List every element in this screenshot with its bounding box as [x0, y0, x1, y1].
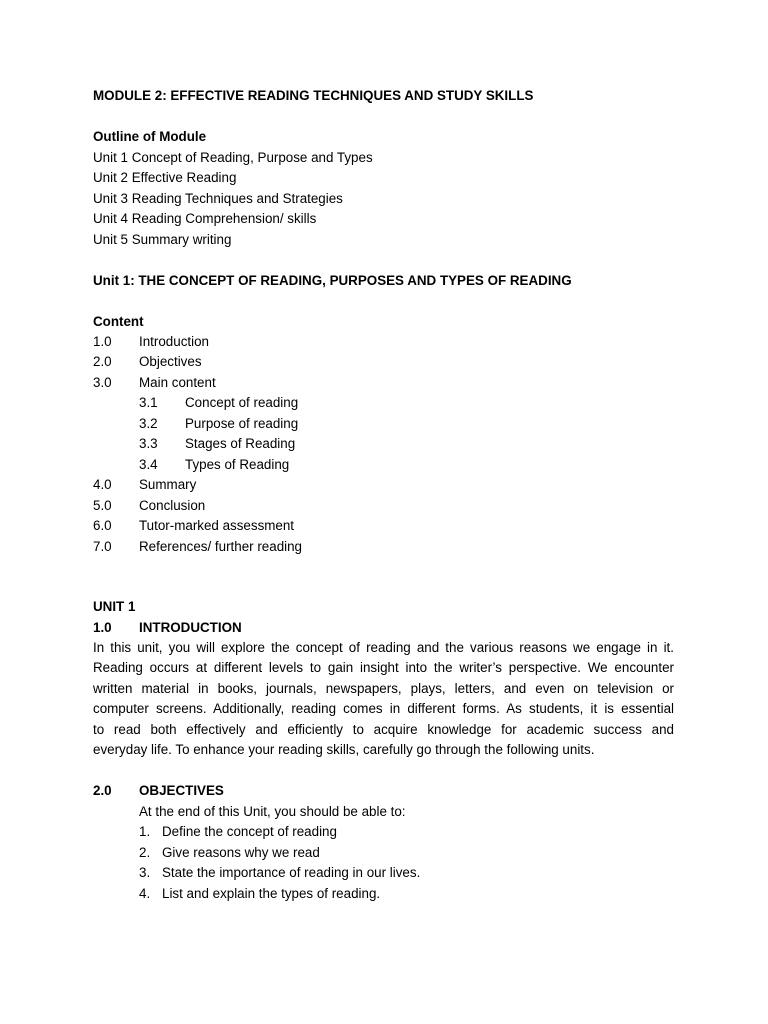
- section-title: INTRODUCTION: [139, 620, 242, 635]
- paragraph-line: Reading occurs at different levels to gain insight into the writer’s perspective. We encounter: [93, 660, 674, 676]
- objective-number: 4.: [139, 886, 151, 901]
- content-item-number: 2.0: [93, 354, 112, 369]
- section-title: OBJECTIVES: [139, 783, 224, 798]
- content-item-label: Summary: [139, 477, 197, 492]
- outline-heading: Outline of Module: [93, 129, 207, 144]
- content-heading: Content: [93, 314, 144, 329]
- section-number: 1.0: [93, 620, 112, 635]
- module-title: MODULE 2: EFFECTIVE READING TECHNIQUES AND STUDY SKILLS: [93, 88, 534, 103]
- content-item-number: 1.0: [93, 334, 112, 349]
- objective-text: List and explain the types of reading.: [162, 886, 381, 901]
- content-item-number: 3.4: [139, 457, 158, 472]
- section-number: 2.0: [93, 783, 112, 798]
- objective-number: 2.: [139, 845, 151, 860]
- objective-text: Give reasons why we read: [162, 845, 320, 860]
- outline-item: Unit 4 Reading Comprehension/ skills: [93, 211, 317, 226]
- outline-item: Unit 5 Summary writing: [93, 232, 232, 247]
- paragraph-line: written material in books, journals, newspapers, plays, letters, and even on television or: [93, 680, 674, 696]
- content-item-label: References/ further reading: [139, 539, 303, 554]
- content-item-number: 5.0: [93, 498, 112, 513]
- paragraph-line: to read both effectively and efficiently to acquire knowledge for academic success and: [93, 721, 674, 737]
- content-item-number: 7.0: [93, 539, 112, 554]
- content-item-label: Stages of Reading: [185, 436, 296, 451]
- objective-number: 3.: [139, 865, 151, 880]
- content-item-number: 6.0: [93, 518, 112, 533]
- content-item-number: 3.0: [93, 375, 112, 390]
- content-item-label: Main content: [139, 375, 216, 390]
- content-item-number: 3.2: [139, 416, 158, 431]
- outline-item: Unit 2 Effective Reading: [93, 170, 237, 185]
- content-item-label: Introduction: [139, 334, 209, 349]
- content-item-label: Concept of reading: [185, 395, 299, 410]
- unit1-title: Unit 1: THE CONCEPT OF READING, PURPOSES AND TYPES OF READING: [93, 273, 572, 288]
- outline-item: Unit 1 Concept of Reading, Purpose and Types: [93, 150, 373, 165]
- objective-text: State the importance of reading in our lives.: [162, 865, 421, 880]
- unit-label: UNIT 1: [93, 599, 136, 614]
- objective-text: Define the concept of reading: [162, 824, 337, 839]
- content-item-number: 4.0: [93, 477, 112, 492]
- paragraph-line: everyday life. To enhance your reading skills, carefully go through the following units.: [93, 742, 595, 758]
- content-item-number: 3.1: [139, 395, 158, 410]
- introduction-paragraph: [93, 638, 674, 760]
- paragraph-line: In this unit, you will explore the concept of reading and the various reasons we engage in it.: [93, 640, 674, 655]
- content-item-label: Types of Reading: [185, 457, 290, 472]
- content-item-label: Conclusion: [139, 498, 206, 513]
- paragraph-line: computer screens. Additionally, reading comes in different forms. As students, it is essential: [93, 701, 674, 717]
- objective-number: 1.: [139, 824, 151, 839]
- content-item-label: Purpose of reading: [185, 416, 299, 431]
- content-item-label: Tutor-marked assessment: [139, 518, 295, 533]
- objectives-intro: At the end of this Unit, you should be able to:: [139, 804, 406, 819]
- content-item-number: 3.3: [139, 436, 158, 451]
- content-item-label: Objectives: [139, 354, 202, 369]
- outline-item: Unit 3 Reading Techniques and Strategies: [93, 191, 343, 206]
